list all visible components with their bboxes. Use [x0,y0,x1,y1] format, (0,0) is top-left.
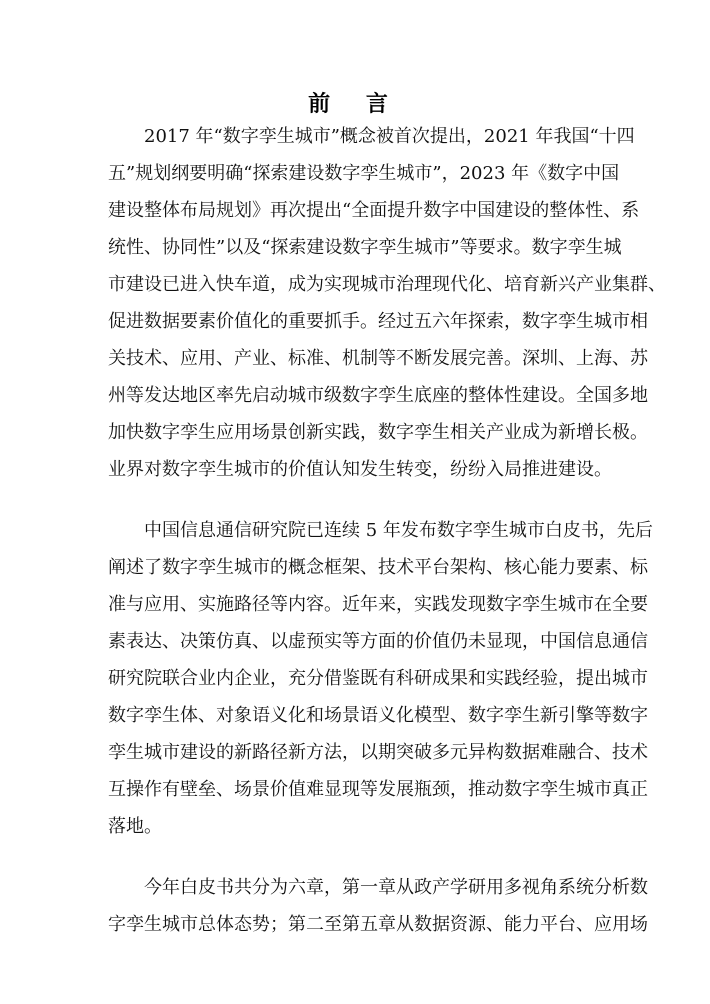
text-line: 2017 年“数字孪生城市”概念被首次提出，2021 年我国“十四 [144,126,635,147]
text-line: 互操作有壁垒、场景价值难显现等发展瓶颈，推动数字孪生城市真正 [108,779,648,800]
text-line: 孪生城市建设的新路径新方法，以期突破多元异构数据难融合、技术 [108,742,648,763]
text-line: 市建设已进入快车道，成为实现城市治理现代化、培育新兴产业集群、 [108,274,666,295]
page-title: 前 言 [308,92,402,117]
text-line: 今年白皮书共分为六章，第一章从政产学研用多视角系统分析数 [144,877,648,898]
text-line: 关技术、应用、产业、标准、机制等不断发展完善。深圳、上海、苏 [108,348,648,369]
text-line: 落地。 [108,816,162,837]
paragraph-1 [108,118,666,488]
text-line: 州等发达地区率先启动城市级数字孪生底座的整体性建设。全国多地 [108,385,648,406]
text-line: 阐述了数字孪生城市的概念框架、技术平台架构、核心能力要素、标 [108,557,648,578]
paragraph-3 [108,869,648,943]
text-line: 中国信息通信研究院已连续 5 年发布数字孪生城市白皮书，先后 [144,520,653,541]
text-line: 数字孪生体、对象语义化和场景语义化模型、数字孪生新引擎等数字 [108,705,648,726]
document-body [108,118,666,967]
paragraph-2 [108,512,653,845]
text-line: 素表达、决策仿真、以虚预实等方面的价值仍未显现，中国信息通信 [108,631,648,652]
text-line: 五”规划纲要明确“探索建设数字孪生城市”，2023 年《数字中国 [108,163,620,184]
text-line: 业界对数字孪生城市的价值认知发生转变，纷纷入局推进建设。 [108,459,612,480]
text-line: 统性、协同性”以及“探索建设数字孪生城市”等要求。数字孪生城 [108,237,622,258]
text-line: 字孪生城市总体态势；第二至第五章从数据资源、能力平台、应用场 [108,914,648,935]
text-line: 建设整体布局规划》再次提出“全面提升数字中国建设的整体性、系 [108,200,640,221]
text-line: 准与应用、实施路径等内容。近年来，实践发现数字孪生城市在全要 [108,594,648,615]
text-line: 促进数据要素价值化的重要抓手。经过五六年探索，数字孪生城市相 [108,311,648,332]
text-line: 研究院联合业内企业，充分借鉴既有科研成果和实践经验，提出城市 [108,668,648,689]
text-line: 加快数字孪生应用场景创新实践，数字孪生相关产业成为新增长极。 [108,422,648,443]
